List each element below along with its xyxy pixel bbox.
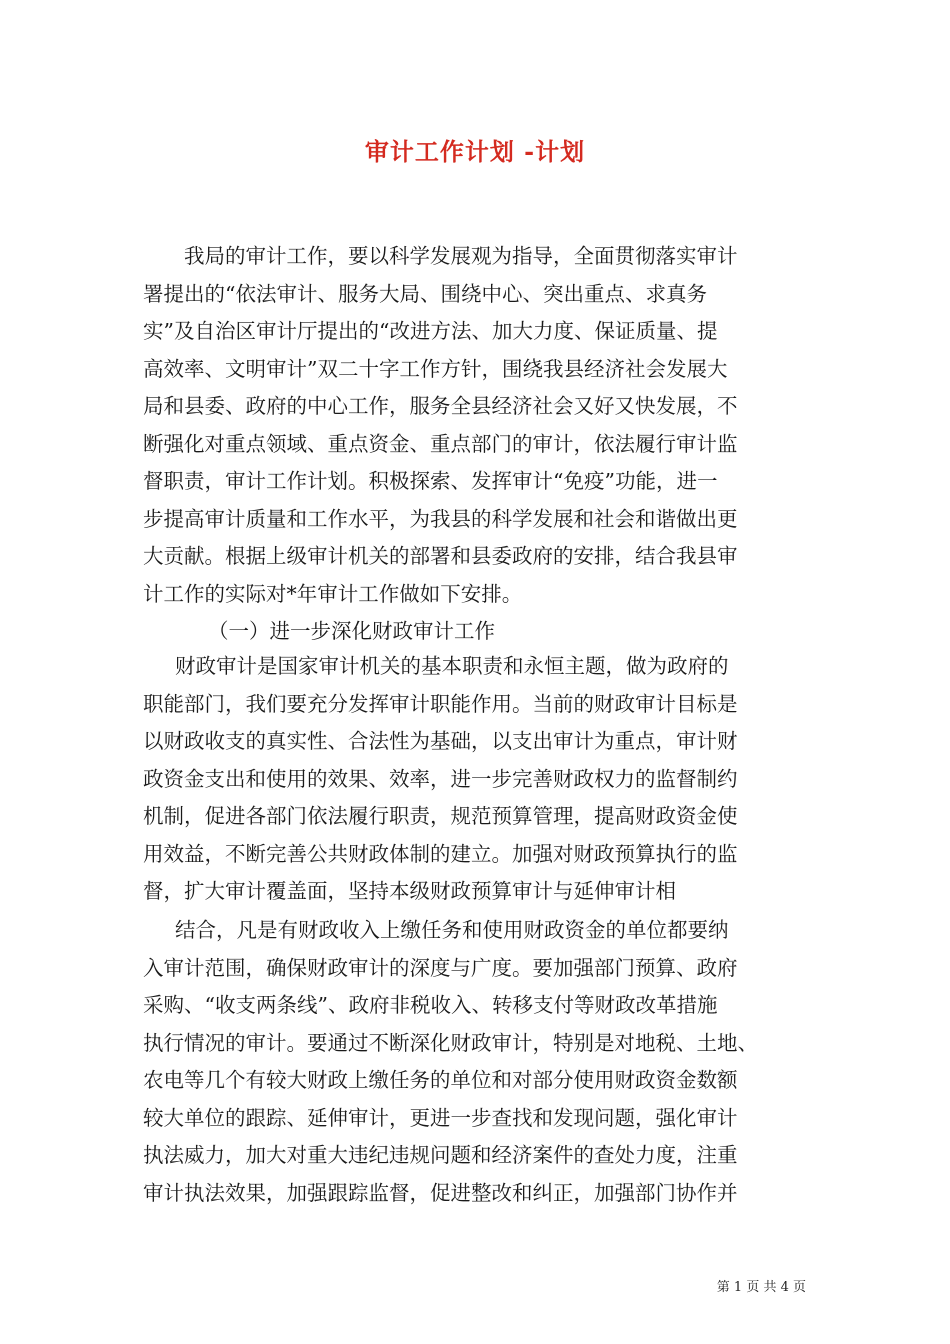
text-line: 署提出的“依法审计、服务大局、围绕中心、突出重点、求真务	[143, 281, 707, 306]
text-line: 审计执法效果，加强跟踪监督，促进整改和纠正，加强部门协作并	[143, 1180, 738, 1205]
text-line: 大贡献。根据上级审计机关的部署和县委政府的安排，结合我县审	[143, 544, 738, 568]
paragraph-2	[143, 648, 813, 911]
text-line: 执行情况的审计。要通过不断深化财政审计，特别是对地税、土地、	[143, 1030, 758, 1055]
text-line: 执法威力，加大对重大违纪违规问题和经济案件的查处力度，注重	[143, 1143, 738, 1167]
text-line: 计工作的实际对*年审计工作做如下安排。	[143, 581, 523, 606]
text-line: 结合，凡是有财政收入上缴任务和使用财政资金的单位都要纳	[175, 918, 729, 942]
text-line: 督职责，审计工作计划。积极探索、发挥审计“免疫”功能，进一	[143, 469, 718, 493]
text-line: 政资金支出和使用的效果、效率，进一步完善财政权力的监督制约	[143, 766, 738, 791]
text-line: 财政审计是国家审计机关的基本职责和永恒主题，做为政府的	[175, 654, 729, 678]
text-line: 较大单位的跟踪、延伸审计，更进一步查找和发现问题，强化审计	[143, 1105, 738, 1130]
text-line: 我局的审计工作，要以科学发展观为指导，全面贯彻落实审计	[184, 244, 738, 268]
text-line: 步提高审计质量和工作水平，为我县的科学发展和社会和谐做出更	[143, 506, 738, 531]
text-line: 机制，促进各部门依法履行职责，规范预算管理，提高财政资金使	[143, 804, 738, 828]
text-line: 用效益，不断完善公共财政体制的建立。加强对财政预算执行的监	[143, 841, 738, 866]
text-line: 采购、“收支两条线”、政府非税收入、转移支付等财政改革措施	[143, 993, 718, 1017]
text-line: 实”及自治区审计厅提出的“改进方法、加大力度、保证质量、提	[143, 319, 718, 343]
text-line: 农电等几个有较大财政上缴任务的单位和对部分使用财政资金数额	[143, 1068, 738, 1092]
paragraph-3	[143, 912, 813, 1212]
page-number-footer: 第 1 页 共 4 页	[716, 1280, 806, 1295]
text-line: 督，扩大审计覆盖面，坚持本级财政预算审计与延伸审计相	[143, 879, 676, 903]
text-line: 以财政收支的真实性、合法性为基础，以支出审计为重点，审计财	[143, 729, 738, 753]
text-line: 高效率、文明审计”双二十字工作方针，围绕我县经济社会发展大	[143, 356, 728, 381]
text-line: 断强化对重点领域、重点资金、重点部门的审计，依法履行审计监	[143, 431, 738, 456]
section-heading-1: （一）进一步深化财政审计工作	[208, 619, 495, 643]
text-line: 局和县委、政府的中心工作，服务全县经济社会又好又快发展，不	[143, 394, 738, 418]
document-title: 审计工作计划 -计划	[364, 137, 586, 166]
text-line: 入审计范围，确保财政审计的深度与广度。要加强部门预算、政府	[143, 955, 738, 980]
text-line: 职能部门，我们要充分发挥审计职能作用。当前的财政审计目标是	[143, 691, 738, 716]
paragraph-1	[143, 238, 813, 613]
